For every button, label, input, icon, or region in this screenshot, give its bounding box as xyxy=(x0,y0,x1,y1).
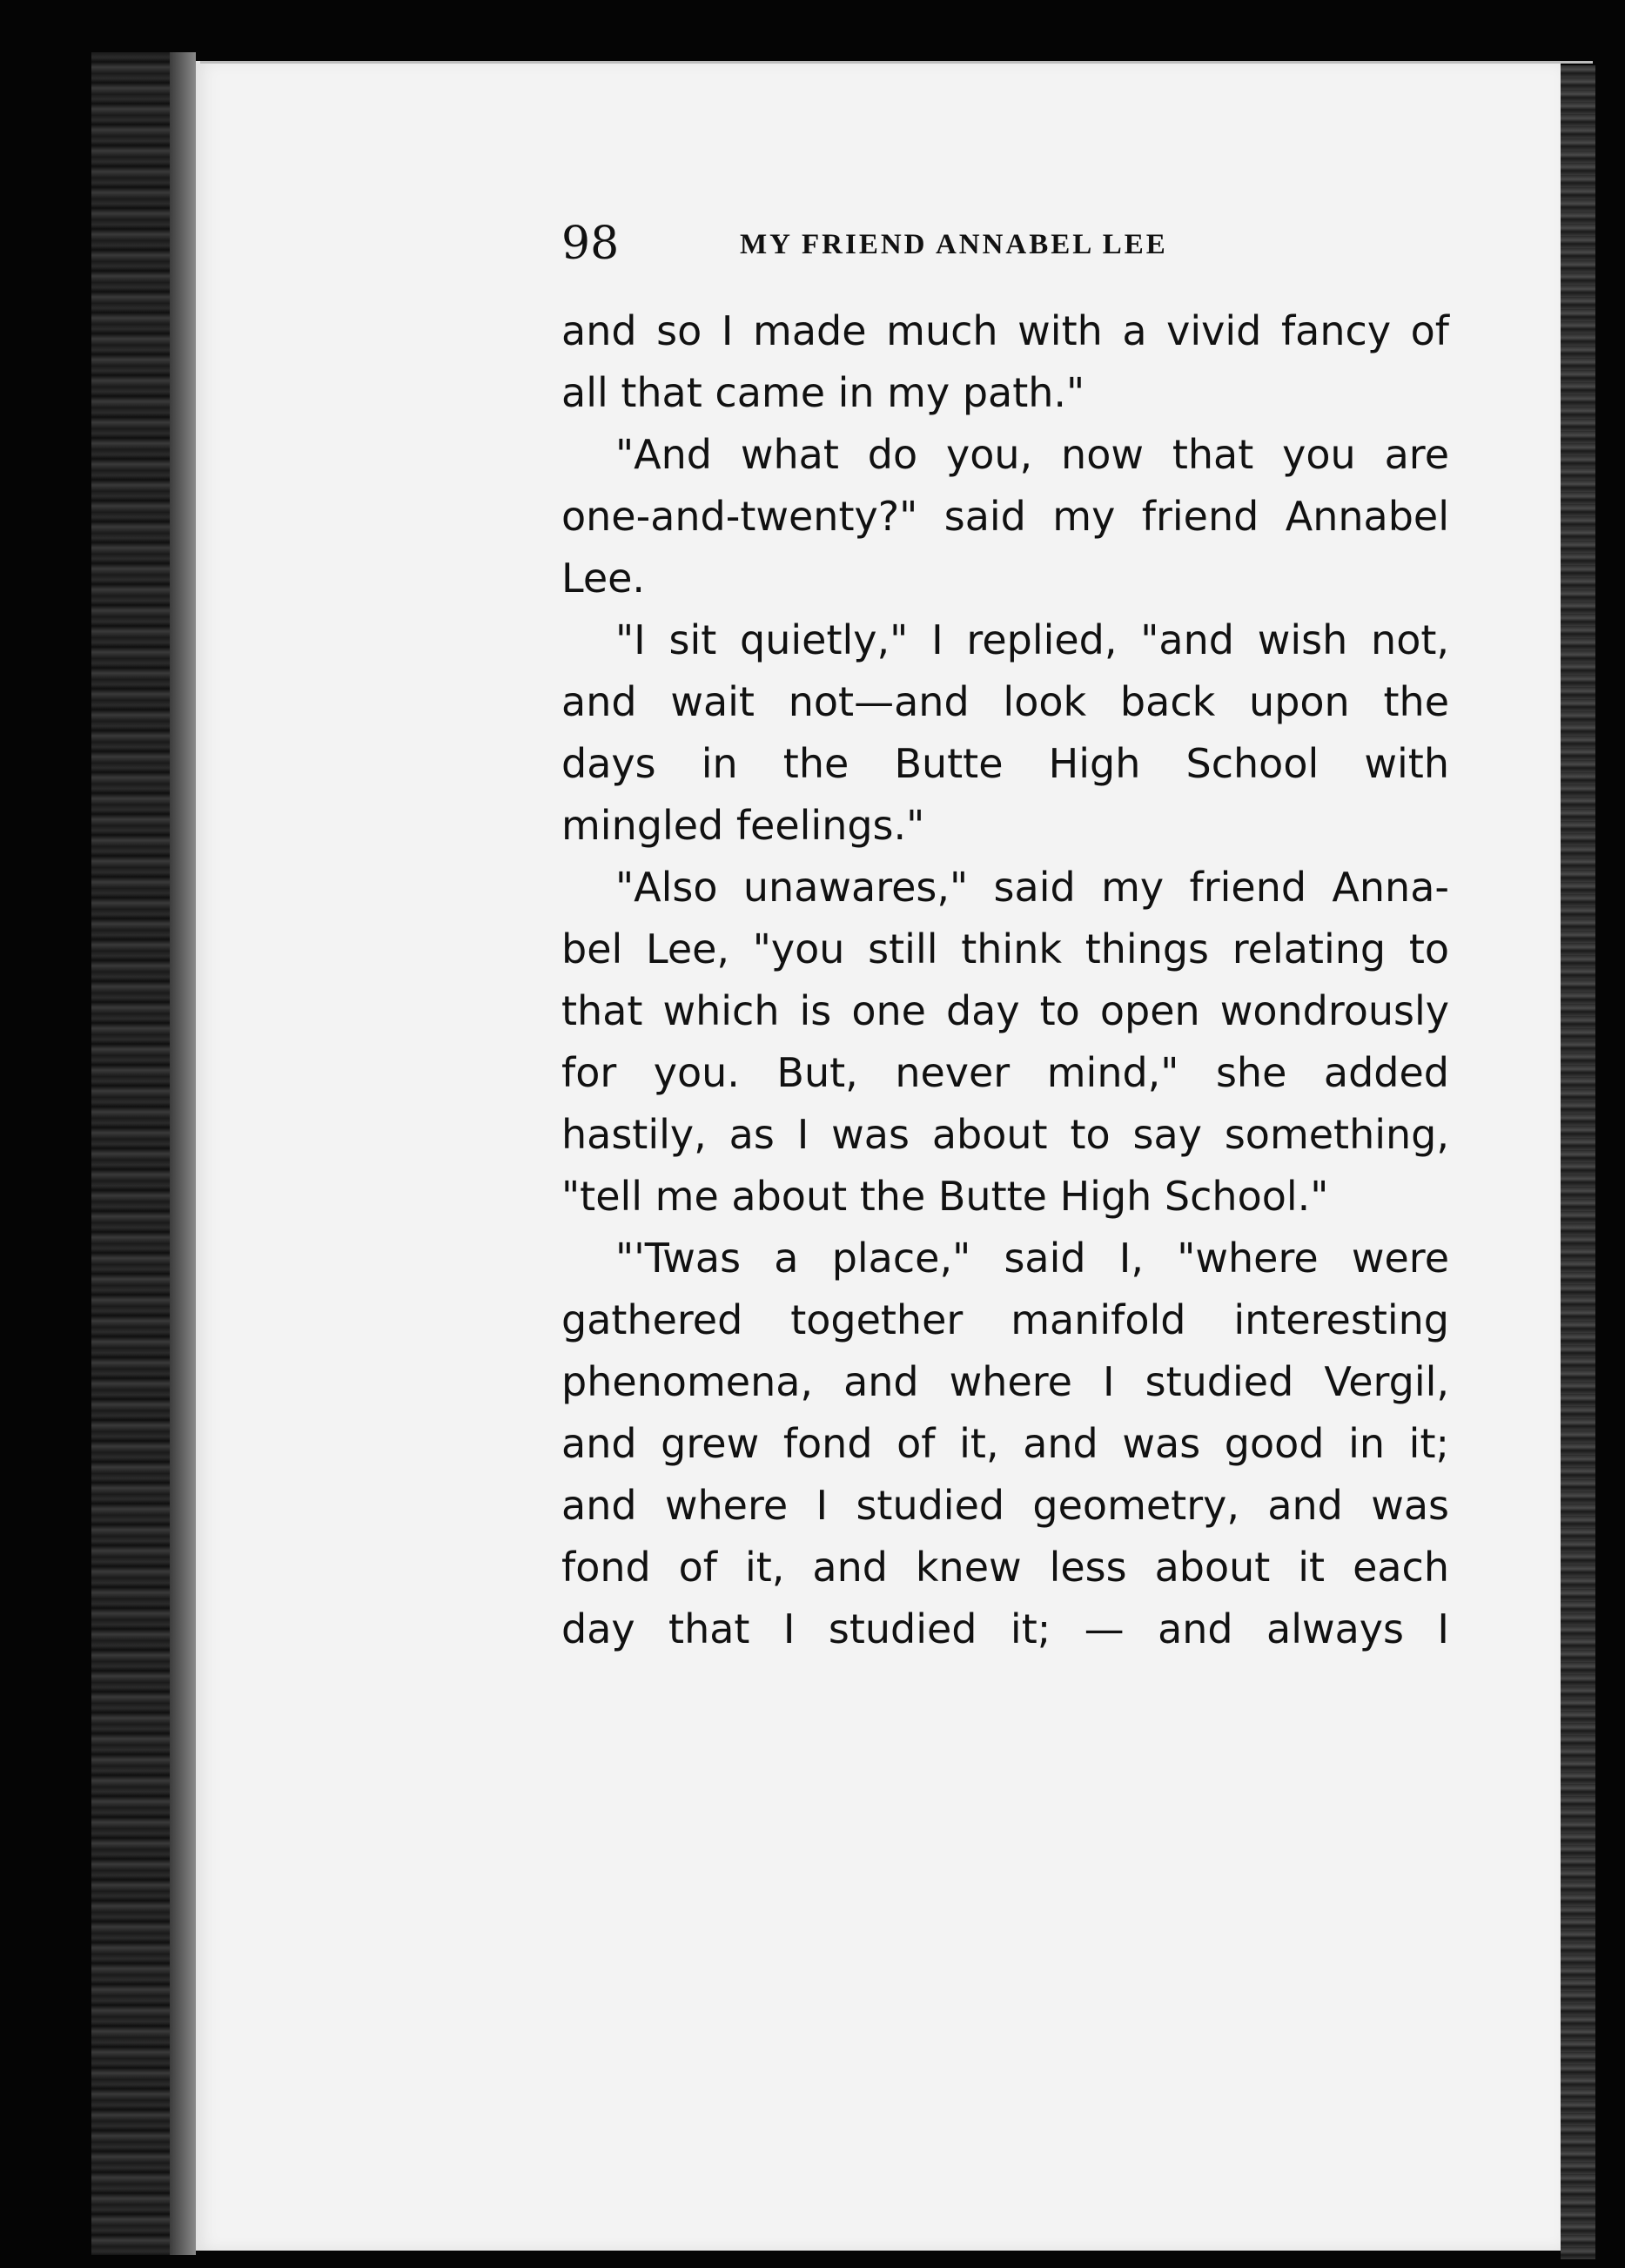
body-text xyxy=(561,300,1449,1660)
text-line: "Also unawares," said my friend Anna- xyxy=(615,864,1449,911)
text-line: one-and-twenty?" said my friend Annabel xyxy=(561,493,1449,540)
running-head xyxy=(561,218,1449,270)
page-top-edge xyxy=(200,61,1593,64)
text-line: "'Twas a place," said I, "where were xyxy=(615,1235,1449,1282)
text-line: gathered together manifold interesting xyxy=(561,1296,1449,1343)
text-line: and wait not—and look back upon the xyxy=(561,678,1449,725)
text-line: "I sit quietly," I replied, "and wish not, xyxy=(615,616,1449,663)
text-line: phenomena, and where I studied Vergil, xyxy=(561,1358,1449,1405)
text-line: hastily, as I was about to say something, xyxy=(561,1111,1449,1158)
text-line: "tell me about the Butte High School." xyxy=(561,1173,1329,1220)
text-line: "And what do you, now that you are xyxy=(615,431,1449,478)
text-line: and so I made much with a vivid fancy of xyxy=(561,307,1449,354)
text-line: Lee. xyxy=(561,555,646,602)
right-page-edge xyxy=(1561,65,1595,2259)
text-line: all that came in my path." xyxy=(561,369,1085,416)
text-line: mingled feelings." xyxy=(561,802,925,849)
left-book-binding xyxy=(91,52,196,2255)
text-line: and grew fond of it, and was good in it; xyxy=(561,1420,1449,1467)
text-line: days in the Butte High School with xyxy=(561,740,1449,787)
text-line: day that I studied it; — and always I xyxy=(561,1605,1449,1652)
running-title: MY FRIEND ANNABEL LEE xyxy=(740,229,1168,260)
text-line: that which is one day to open wondrously xyxy=(561,987,1449,1034)
text-line: and where I studied geometry, and was xyxy=(561,1482,1449,1529)
text-line: fond of it, and knew less about it each xyxy=(561,1544,1449,1591)
text-line: for you. But, never mind," she added xyxy=(561,1049,1449,1096)
page-number: 98 xyxy=(561,218,620,270)
text-line: bel Lee, "you still think things relating to xyxy=(561,925,1449,972)
